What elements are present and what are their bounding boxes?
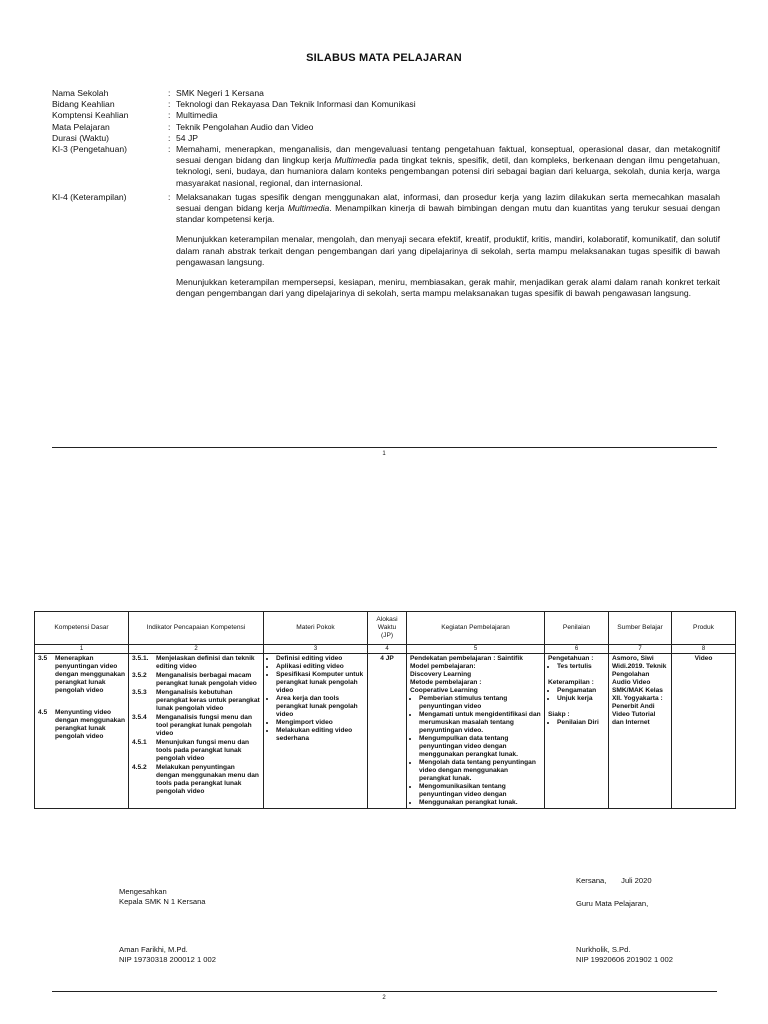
info-value: Teknologi dan Rekayasa Dan Teknik Informasi dan Komunikasi: [176, 99, 416, 110]
list-item: • Tes tertulis: [557, 663, 605, 671]
column-header: Indikator Pencapaian Kompetensi: [129, 612, 264, 645]
info-value: Multimedia: [176, 110, 218, 121]
list-item: • Definisi editing video: [276, 655, 364, 663]
list-item: • Melakukan editing video sederhana: [276, 727, 364, 743]
course-info: [52, 88, 720, 299]
info-label: Bidang Keahlian: [52, 99, 115, 110]
table-header-row: [35, 612, 736, 645]
info-label: KI-4 (Keterampilan): [52, 191, 127, 202]
ki4-paragraph: Menunjukkan keterampilan mempersepsi, kesiapan, meniru, membiasakan, gerak mahir, menjadikan gerak alami dalam ranah konkret terkait dengan pengembangan dari yang dipelajarinya di sekolah, serta mampu melaksanakan tugas spesifik di bawah pengawasan langsung.: [176, 277, 720, 299]
column-header: Materi Pokok: [264, 612, 368, 645]
list-item: • Mengumpulkan data tentang penyuntingan video dengan menggunakan perangkat lunak.: [419, 735, 541, 759]
list-item: • Mengimport video: [276, 719, 364, 727]
list-item: • Pemberian stimulus tentang penyuntingan video: [419, 695, 541, 711]
column-number: 7: [609, 645, 672, 654]
list-item: • Mengamati untuk mengidentifikasi dan merumuskan masalah tentang penyuntingan video.: [419, 711, 541, 735]
info-label: KI-3 (Pengetahuan): [52, 144, 128, 155]
produk-cell: Video: [672, 654, 736, 809]
column-header: Alokasi Waktu (JP): [368, 612, 407, 645]
column-header: Penilaian: [545, 612, 609, 645]
info-value: Teknik Pengolahan Audio dan Video: [176, 121, 314, 132]
info-row: Bidang Keahlian : Teknologi dan Rekayasa Dan Teknik Informasi dan Komunikasi: [52, 99, 720, 110]
page-divider: [52, 991, 717, 992]
list-item: • Spesifikasi Komputer untuk perangkat lunak pengolah video: [276, 671, 364, 695]
alokasi-waktu-cell: 4 JP: [368, 654, 407, 809]
info-value: SMK Negeri 1 Kersana: [176, 88, 264, 98]
signer-nip: NIP 19920606 201902 1 002: [576, 955, 673, 964]
info-label: Komptensi Keahlian: [52, 110, 129, 121]
penilaian-cell: Pengetahuan : • Tes tertulis Keterampilan : • Pengamatan • Unjuk kerja Siakp : • Penilaian Diri: [545, 654, 609, 809]
column-header: Produk: [672, 612, 736, 645]
column-header: Sumber Belajar: [609, 612, 672, 645]
list-item: • Penilaian Diri: [557, 719, 605, 727]
info-row: Komptensi Keahlian : Multimedia: [52, 110, 720, 121]
info-row: KI-4 (Keterampilan) : Melaksanakan tugas spesifik dengan menggunakan alat, informasi, dan prosedur kerja yang lazim dilakukan serta memecahkan masalah sesuai dengan bidang kerja Multimedia. Menampilkan kinerja di bawah bimbingan dengan mutu dan kuantitas yang terukur sesuai dengan standar kompetensi kerja.: [52, 191, 720, 225]
signer-name: Nurkholik, S.Pd.: [576, 945, 631, 954]
info-row: Nama Sekolah : SMK Negeri 1 Kersana: [52, 88, 720, 99]
info-label: Durasi (Waktu): [52, 132, 109, 143]
syllabus-table: [34, 611, 736, 809]
teacher-title: Guru Mata Pelajaran,: [576, 899, 649, 908]
approval-block: Mengesahkan Kepala SMK N 1 Kersana: [119, 887, 206, 906]
indikator-cell: 3.5.1. Menjelaskan definisi dan teknik editing video 3.5.2 Menganalisis berbagai macam perangkat lunak pengolah video 3.5.3 Menganalisis kebutuhan perangkat keras untuk perangkat lunak pengolah video 3.5.4 Menganalisis fungsi menu dan tool perangkat lunak pengolah video 4.5.1 Menunjukan fungsi menu dan tools pada perangkat lunak pengolah video 4.5.2 Melakukan penyuntingan dengan menggunakan menu dan tools pada perangkat lunak pengolah video: [129, 654, 264, 809]
info-row: Durasi (Waktu) : 54 JP: [52, 133, 720, 144]
ki3-text: Memahami, menerapkan, menganalisis, dan mengevaluasi tentang pengetahuan faktual, konseptual, operasional dasar, dan metakognitif sesuai dengan bidang dan lingkup kerja Multimedia pada tingkat teknis, spesifik, detil, dan kompleks, berkenaan dengan ilmu pengetahuan, teknologi, seni, budaya, dan humaniora dalam konteks pengembangan potensi diri sebagai bagian dari keluarga, sekolah, dunia kerja, warga masyarakat nasional, regional, dan internasional.: [176, 144, 720, 188]
list-item: • Area kerja dan tools perangkat lunak pengolah video: [276, 695, 364, 719]
page-divider: [52, 447, 717, 448]
signer-nip: NIP 19730318 200012 1 002: [119, 955, 216, 964]
signer-name: Aman Farikhi, M.Pd.: [119, 945, 188, 954]
info-value: 54 JP: [176, 132, 198, 143]
column-number: 5: [407, 645, 545, 654]
column-header: Kompetensi Dasar: [35, 612, 129, 645]
ki4-text: Melaksanakan tugas spesifik dengan menggunakan alat, informasi, dan prosedur kerja yang lazim dilakukan serta memecahkan masalah sesuai dengan bidang kerja Multimedia. Menampilkan kinerja di bawah bimbingan dengan mutu dan kuantitas yang terukur sesuai dengan standar kompetensi kerja.: [176, 191, 720, 225]
kompetensi-dasar-cell: 3.5 Menerapkan penyuntingan video dengan menggunakan perangkat lunak pengolah video 4.5 Menyunting video dengan menggunakan perangkat lunak pengolah video: [35, 654, 129, 809]
list-item: • Menggunakan perangkat lunak.: [419, 799, 541, 807]
headmaster-signature: [119, 945, 216, 965]
ki4-paragraph: Menunjukkan keterampilan menalar, mengolah, dan menyaji secara efektif, kreatif, produktif, kritis, mandiri, kolaboratif, komunikatif, dan solutif dalam ranah abstrak terkait dengan pengembangan dari yang dipelajarinya di sekolah, serta mampu melaksanakan tugas spesifik di bawah pengawasan langsung.: [176, 234, 720, 267]
column-number: 6: [545, 645, 609, 654]
info-row: KI-3 (Pengetahuan) : Memahami, menerapkan, menganalisis, dan mengevaluasi tentang pengetahuan faktual, konseptual, operasional dasar, dan metakognitif sesuai dengan bidang dan lingkup kerja Multimedia pada tingkat teknis, spesifik, detil, dan kompleks, berkenaan dengan ilmu pengetahuan, teknologi, seni, budaya, dan humaniora dalam konteks pengembangan potensi diri sebagai bagian dari keluarga, sekolah, dunia kerja, warga masyarakat nasional, regional, dan internasional.: [52, 144, 720, 188]
info-label: Mata Pelajaran: [52, 121, 110, 132]
list-item: • Mengolah data tentang penyuntingan video dengan menggunakan perangkat lunak.: [419, 759, 541, 783]
column-number: 2: [129, 645, 264, 654]
info-label: Nama Sekolah: [52, 88, 109, 98]
list-item: • Aplikasi editing video: [276, 663, 364, 671]
page-number: 1: [382, 451, 386, 457]
page-title: SILABUS MATA PELAJARAN: [306, 52, 462, 64]
column-number: 4: [368, 645, 407, 654]
column-header: Kegiatan Pembelajaran: [407, 612, 545, 645]
table-row: [35, 654, 736, 809]
column-number: 3: [264, 645, 368, 654]
list-item: • Unjuk kerja: [557, 695, 605, 703]
signing-date: Kersana, Juli 2020: [576, 876, 652, 885]
kegiatan-cell: Pendekatan pembelajaran : Saintifik Model pembelajaran: Discovery Learning Metode pembelajaran : Cooperative Learning • Pemberian stimulus tentang penyuntingan video • Mengamati untuk mengidentifikasi dan merumuskan masalah tentang penyuntingan video. • Mengumpulkan data tentang penyuntingan video dengan menggunakan perangkat lunak. • Mengolah data tentang penyuntingan video dengan menggunakan perangkat lunak. • Mengomunikasikan tentang penyuntingan video dengan • Menggunakan perangkat lunak.: [407, 654, 545, 809]
column-number: 1: [35, 645, 129, 654]
page-number: 2: [382, 995, 386, 1001]
column-number: 8: [672, 645, 736, 654]
sumber-belajar-cell: Asmoro, Siwi Widi.2019. Teknik Pengolahan Audio Video SMK/MAK Kelas XII. Yogyakarta : Penerbit Andi Video Tutorial dan Internet: [609, 654, 672, 809]
list-item: • Pengamatan: [557, 687, 605, 695]
info-row: Mata Pelajaran : Teknik Pengolahan Audio dan Video: [52, 122, 720, 133]
column-number-row: [35, 645, 736, 654]
list-item: • Mengomunikasikan tentang penyuntingan video dengan: [419, 783, 541, 799]
materi-pokok-cell: [264, 654, 368, 809]
teacher-signature: [576, 945, 673, 965]
